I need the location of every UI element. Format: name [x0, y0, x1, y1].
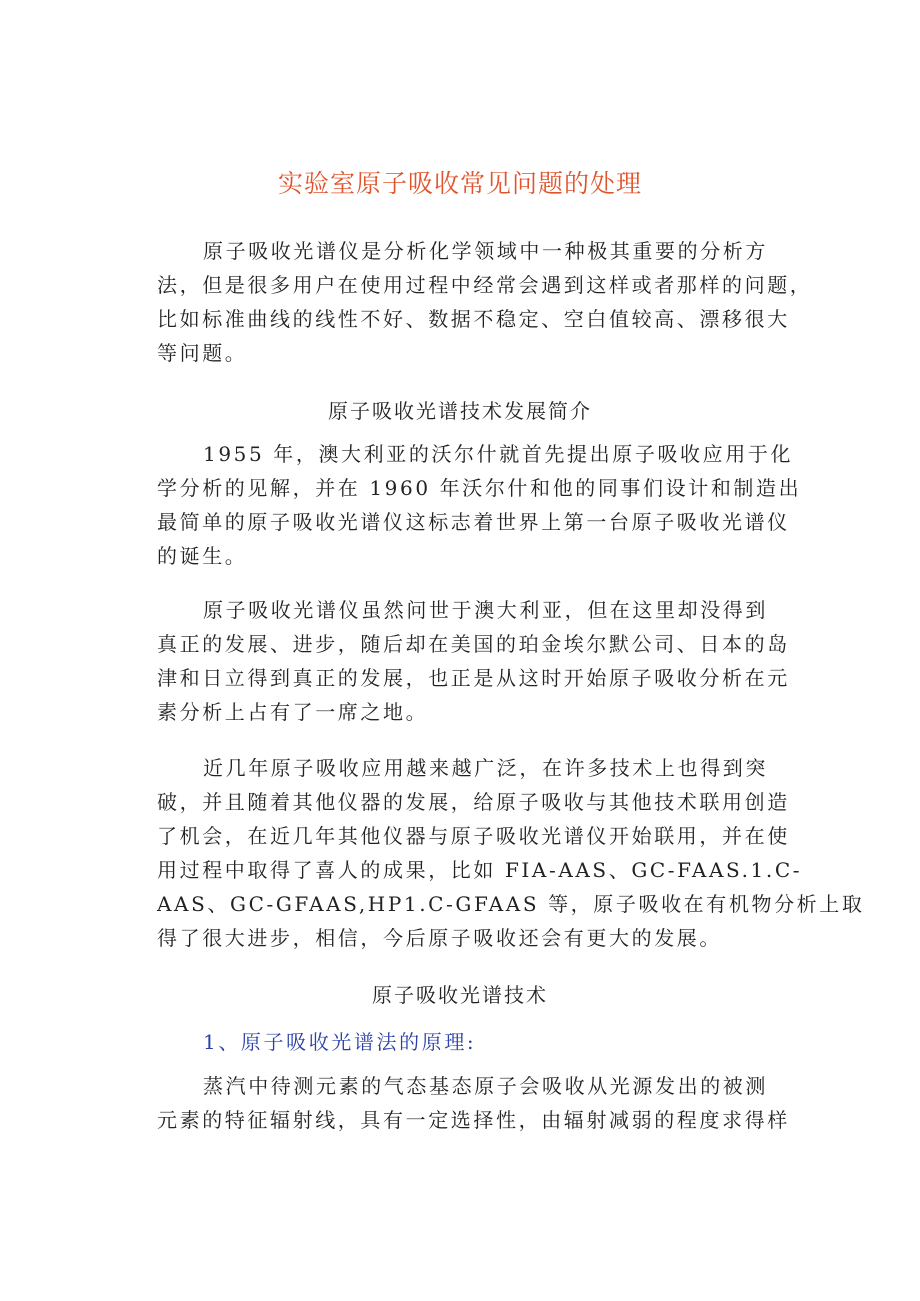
text-line: 得了很大进步，相信，今后原子吸收还会有更大的发展。 [157, 926, 722, 950]
text-line: 破，并且随着其他仪器的发展，给原子吸收与其他技术联用创造 [157, 790, 790, 814]
section-heading-technology: 原子吸收光谱技术 [372, 983, 548, 1007]
text-line: 1955 年，澳大利亚的沃尔什就首先提出原子吸收应用于化 [203, 442, 794, 466]
history-paragraph-1 [157, 437, 802, 573]
text-line: 元素的特征辐射线，具有一定选择性，由辐射减弱的程度求得样 [157, 1108, 790, 1132]
document-title: 实验室原子吸收常见问题的处理 [277, 169, 642, 198]
text-line: AAS、GC-GFAAS,HP1.C-GFAAS 等，原子吸收在有机物分析上取 [157, 892, 865, 916]
text-line: 等问题。 [157, 341, 248, 365]
subheading-principle: 1、原子吸收光谱法的原理: [203, 1030, 477, 1054]
text-line: 了机会，在近几年其他仪器与原子吸收光谱仪开始联用，并在使 [157, 824, 790, 848]
text-line: 素分析上占有了一席之地。 [157, 700, 429, 724]
text-line: 蒸汽中待测元素的气态基态原子会吸收从光源发出的被测 [203, 1074, 768, 1098]
text-line: 津和日立得到真正的发展，也正是从这时开始原子吸收分析在元 [157, 666, 790, 690]
history-paragraph-3 [157, 751, 865, 955]
text-line: 学分析的见解，并在 1960 年沃尔什和他的同事们设计和制造出 [157, 476, 802, 500]
history-paragraph-2 [157, 593, 790, 729]
intro-paragraph [157, 234, 813, 370]
text-line: 最简单的原子吸收光谱仪这标志着世界上第一台原子吸收光谱仪 [157, 510, 790, 534]
text-line: 原子吸收光谱仪虽然问世于澳大利亚，但在这里却没得到 [203, 598, 768, 622]
text-line: 真正的发展、进步，随后却在美国的珀金埃尔默公司、日本的岛 [157, 632, 790, 656]
text-line: 比如标准曲线的线性不好、数据不稳定、空白值较高、漂移很大 [157, 307, 790, 331]
text-line: 原子吸收光谱仪是分析化学领域中一种极其重要的分析方 [203, 239, 768, 263]
text-line: 的诞生。 [157, 544, 248, 568]
text-line: 用过程中取得了喜人的成果，比如 FIA-AAS、GC-FAAS.1.C- [157, 858, 803, 882]
principle-paragraph [157, 1069, 790, 1137]
text-line: 法，但是很多用户在使用过程中经常会遇到这样或者那样的问题， [157, 273, 813, 297]
text-line: 近几年原子吸收应用越来越广泛，在许多技术上也得到突 [203, 756, 768, 780]
section-heading-history: 原子吸收光谱技术发展简介 [328, 399, 592, 423]
